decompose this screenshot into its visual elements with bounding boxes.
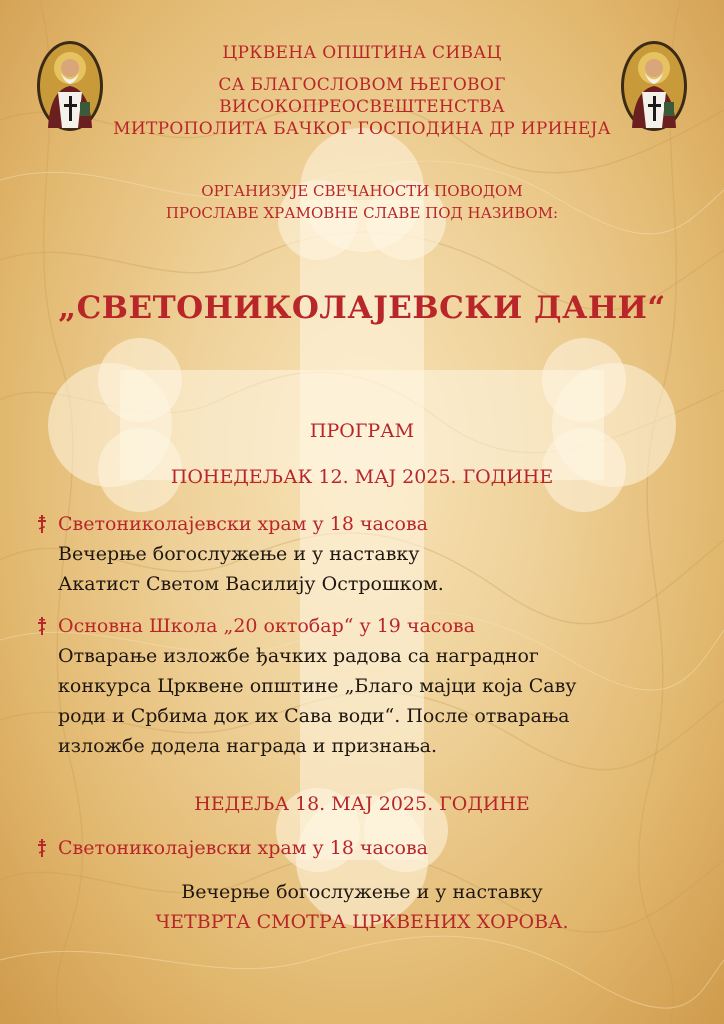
item-description-line: Отварање изложбе ђачких радова са наградног	[58, 645, 539, 667]
program-item	[34, 611, 704, 761]
orthodox-cross-icon	[34, 611, 50, 641]
day-heading-monday: ПОНЕДЕЉАК 12. МАЈ 2025. ГОДИНЕ	[170, 466, 554, 488]
item-description-line: конкурса Црквене општине „Благо мајци која Саву	[58, 675, 577, 697]
header-line-1: ЦРКВЕНА ОПШТИНА СИВАЦ	[222, 43, 502, 63]
item-location: Светониколајевски храм у 18 часова	[58, 837, 428, 859]
orthodox-cross-icon	[34, 833, 50, 863]
item-description-line: изложбе додела награда и признања.	[58, 735, 438, 757]
item-description-line: Акатист Светом Василију Острошком.	[58, 573, 444, 595]
header-line-3: ВИСОКОПРЕОСВЕШТЕНСТВА	[219, 97, 505, 117]
program-item	[34, 833, 704, 863]
day-heading-sunday: НЕДЕЉА 18. МАЈ 2025. ГОДИНЕ	[194, 793, 530, 815]
orthodox-cross-icon	[34, 509, 50, 539]
organizer-line-2: ПРОСЛАВЕ ХРАМОВНЕ СЛАВЕ ПОД НАЗИВОМ:	[165, 204, 559, 222]
header-line-2: СА БЛАГОСЛОВОМ ЊЕГОВОГ	[218, 75, 506, 95]
event-title: „СВЕТОНИКОЛАЈЕВСКИ ДАНИ“	[58, 290, 666, 326]
header-line-4: МИТРОПОЛИТА БАЧКОГ ГОСПОДИНА ДР ИРИНЕЈА	[113, 119, 611, 139]
item-location: Светониколајевски храм у 18 часова	[58, 513, 428, 535]
closing-line-1: Вечерње богослужење и у наставку	[181, 881, 543, 903]
program-item	[34, 509, 704, 599]
item-description-line: роди и Србима док их Сава води“. После отварања	[58, 705, 570, 727]
organizer-line-1: ОРГАНИЗУЈЕ СВЕЧАНОСТИ ПОВОДОМ	[201, 182, 523, 200]
closing-line-2: ЧЕТВРТА СМОТРА ЦРКВЕНИХ ХОРОВА.	[155, 911, 569, 933]
program-heading: ПРОГРАМ	[309, 420, 415, 442]
item-description-line: Вечерње богослужење и у наставку	[58, 543, 420, 565]
item-location: Основна Школа „20 октобар“ у 19 часова	[58, 615, 475, 637]
